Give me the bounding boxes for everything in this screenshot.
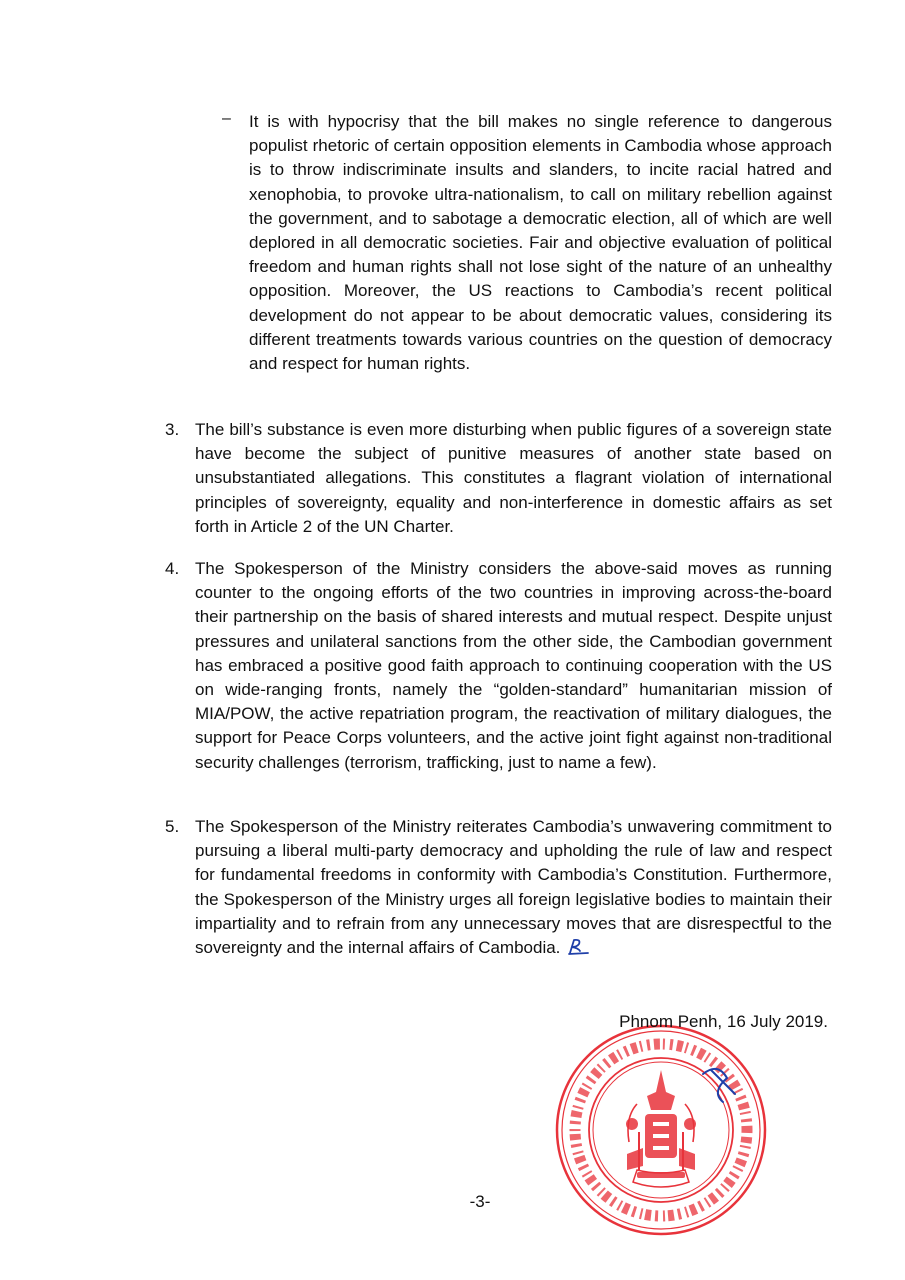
bullet-paragraph: [222, 110, 832, 376]
handwritten-initial-icon: [566, 937, 590, 957]
numbered-paragraph-3: [165, 418, 832, 539]
dash-bullet-marker: –: [222, 110, 231, 127]
numbered-paragraph-5: [165, 815, 832, 960]
paragraph-text: The bill’s substance is even more disturbing when public figures of a sovereign state have become the subject of punitive measures of another state based on unsubstantiated allegations. This constitutes a flagrant violation of international principles of sovereignty, equality and non-interference in domestic affairs as set forth in Article 2 of the UN Charter.: [195, 420, 832, 536]
page-number: -3-: [469, 1192, 491, 1211]
numbered-paragraph-4: [165, 557, 832, 775]
paragraph-text-content: The Spokesperson of the Ministry reiterates Cambodia’s unwavering commitment to pursuing a liberal multi-party democracy and upholding the rule of law and respect for fundamental freedoms in conformity with Cambodia’s Constitution. Furthermore, the Spokesperson of the Ministry urges all foreign legislative bodies to maintain their impartiality and to refrain from any unnecessary moves that are disrespectful to the sovereignty and the internal affairs of Cambodia.: [195, 817, 832, 958]
paragraph-text: [195, 815, 832, 960]
paragraph-number: 3.: [165, 420, 180, 439]
paragraph-text: The Spokesperson of the Ministry considers the above-said moves as running counter to the ongoing efforts of the two countries in improving across-the-board their partnership on the basis of shared interests and mutual respect. Despite unjust pressures and unilateral sanctions from the other side, the Cambodian government has embraced a positive good faith approach to continuing cooperation with the US on wide-ranging fronts, namely the “golden-standard” humanitarian mission of MIA/POW, the active repatriation program, the reactivation of military dialogues, the support for Peace Corps volunteers, and the active joint fight against non-traditional security challenges (terrorism, trafficking, just to name a few).: [195, 559, 832, 772]
dateline: Phnom Penh, 16 July 2019.: [619, 1012, 828, 1031]
paragraph-number: 4.: [165, 559, 180, 578]
paragraph-number: 5.: [165, 817, 180, 836]
bullet-text: It is with hypocrisy that the bill makes no single reference to dangerous populist rhetoric of certain opposition elements in Cambodia whose approach is to throw indiscriminate insults and slanders, to incite racial hatred and xenophobia, to provoke ultra-nationalism, to call on military rebellion against the government, and to sabotage a democratic election, all of which are well deplored in all democratic societies. Fair and objective evaluation of political freedom and human rights shall not lose sight of the nature of an unhealthy opposition. Moreover, the US reactions to Cambodia’s recent political development do not appear to be about democratic values, considering its different treatments towards various countries on the question of democracy and respect for human rights.: [249, 112, 832, 374]
